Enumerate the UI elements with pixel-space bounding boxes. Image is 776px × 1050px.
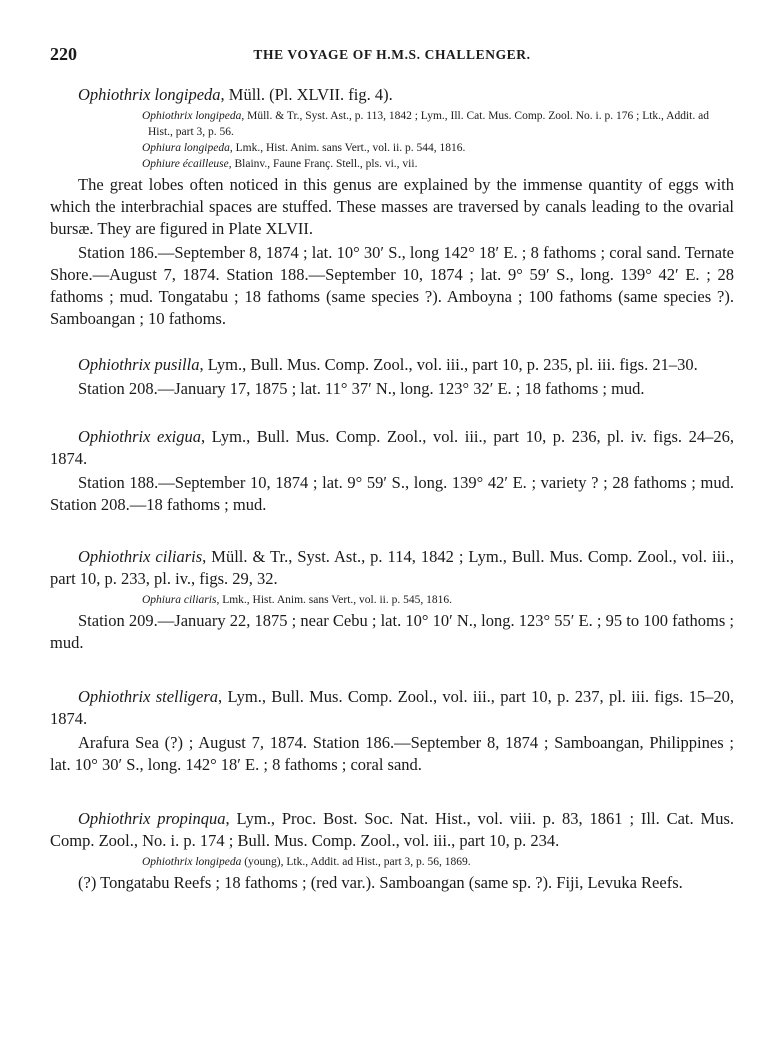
- station-paragraph: Station 208.—January 17, 1875 ; lat. 11° 37′ N., long. 123° 32′ E. ; 18 fathoms ; mud.: [78, 379, 645, 398]
- page-header: [50, 44, 734, 66]
- running-head: THE VOYAGE OF H.M.S. CHALLENGER.: [253, 47, 531, 62]
- species-heading: [50, 354, 734, 376]
- page-body: [50, 84, 734, 894]
- synonym-line: [142, 156, 734, 172]
- species-entry-longipeda: [50, 84, 734, 330]
- species-citation: , Müll. (Pl. XLVII. fig. 4).: [220, 85, 393, 104]
- body-paragraph: The great lobes often noticed in this genus are explained by the immense quantity of eggs with which the interbrachial spaces are stuffed. These masses are traversed by canals leading to the ovarial bursæ. They are figured in Plate XLVII.: [50, 175, 734, 238]
- species-entry-stelligera: [50, 686, 734, 776]
- synonym-name: Ophiura ciliaris: [142, 594, 217, 606]
- synonym-citation: , Müll. & Tr., Syst. Ast., p. 113, 1842 ; Lym., Ill. Cat. Mus. Comp. Zool. No. i. p. 176 ; Ltk., Addit. ad Hist., part 3, p. 56.: [148, 110, 709, 138]
- station-paragraph: Arafura Sea (?) ; August 7, 1874. Station 186.—September 8, 1874 ; Samboangan, Philippines ; lat. 10° 30′ S., long. 142° 18′ E. ; 8 fathoms ; coral sand.: [50, 733, 734, 774]
- species-citation: , Lym., Bull. Mus. Comp. Zool., vol. iii., part 10, p. 236, pl. iv. figs. 24–26, 1874.: [50, 427, 734, 468]
- synonym-name: Ophiura longipeda: [142, 142, 230, 154]
- synonym-citation: , Blainv., Faune Franç. Stell., pls. vi., vii.: [228, 158, 418, 170]
- species-entry-propinqua: [50, 808, 734, 894]
- species-entry-ciliaris: [50, 546, 734, 654]
- synonym-line: [142, 592, 734, 608]
- station-paragraph: Station 186.—September 8, 1874 ; lat. 10° 30′ S., long 142° 18′ E. ; 8 fathoms ; coral sand. Ternate Shore.—August 7, 1874. Station 188.—September 10, 1874 ; lat. 9° 59′ S., long. 139° 42′ E. ; 28 fathoms ; mud. Tongatabu ; 18 fathoms (same species ?). Amboyna ; 100 fathoms (same species ?). Samboangan ; 10 fathoms.: [50, 243, 734, 328]
- synonym-citation: (young), Ltk., Addit. ad Hist., part 3, p. 56, 1869.: [241, 856, 471, 868]
- species-name: Ophiothrix ciliaris: [78, 547, 203, 566]
- station-paragraph: Station 188.—September 10, 1874 ; lat. 9° 59′ S., long. 139° 42′ E. ; variety ? ; 28 fathoms ; mud. Station 208.—18 fathoms ; mud.: [50, 473, 734, 514]
- species-entry-exigua: [50, 426, 734, 516]
- species-name: Ophiothrix propinqua: [78, 809, 226, 828]
- species-citation: , Lym., Bull. Mus. Comp. Zool., vol. iii., part 10, p. 235, pl. iii. figs. 21–30.: [199, 355, 698, 374]
- synonym-citation: , Lmk., Hist. Anim. sans Vert., vol. ii. p. 544, 1816.: [229, 142, 466, 154]
- species-name: Ophiothrix longipeda: [78, 85, 221, 104]
- species-citation: , Lym., Proc. Bost. Soc. Nat. Hist., vol. viii. p. 83, 1861 ; Ill. Cat. Mus. Comp. Zool., No. i. p. 174 ; Bull. Mus. Comp. Zool., vol. iii., part 10, p. 234.: [50, 809, 734, 850]
- synonym-name: Ophiothrix longipeda: [142, 110, 242, 122]
- species-heading: [50, 84, 734, 106]
- synonym-line: [142, 108, 734, 140]
- page-number: 220: [50, 44, 77, 64]
- synonym-line: [142, 140, 734, 156]
- species-name: Ophiothrix pusilla: [78, 355, 200, 374]
- species-heading: [50, 686, 734, 730]
- species-citation: , Müll. & Tr., Syst. Ast., p. 114, 1842 ; Lym., Bull. Mus. Comp. Zool., vol. iii., part 10, p. 233, pl. iv., figs. 29, 32.: [50, 547, 734, 588]
- species-citation: , Lym., Bull. Mus. Comp. Zool., vol. iii., part 10, p. 237, pl. iii. figs. 15–20, 1874.: [50, 687, 734, 728]
- synonym-citation: , Lmk., Hist. Anim. sans Vert., vol. ii. p. 545, 1816.: [216, 594, 452, 606]
- species-heading: [50, 546, 734, 590]
- synonym-line: [142, 854, 734, 870]
- species-entry-pusilla: [50, 354, 734, 400]
- species-name: Ophiothrix stelligera: [78, 687, 219, 706]
- species-heading: [50, 426, 734, 470]
- station-paragraph: Station 209.—January 22, 1875 ; near Cebu ; lat. 10° 10′ N., long. 123° 55′ E. ; 95 to 100 fathoms ; mud.: [50, 611, 734, 652]
- species-heading: [50, 808, 734, 852]
- synonym-name: Ophiure écailleuse: [142, 158, 229, 170]
- station-paragraph: (?) Tongatabu Reefs ; 18 fathoms ; (red var.). Samboangan (same sp. ?). Fiji, Levuka Reefs.: [78, 873, 683, 892]
- synonym-name: Ophiothrix longipeda: [142, 856, 242, 868]
- species-name: Ophiothrix exigua: [78, 427, 201, 446]
